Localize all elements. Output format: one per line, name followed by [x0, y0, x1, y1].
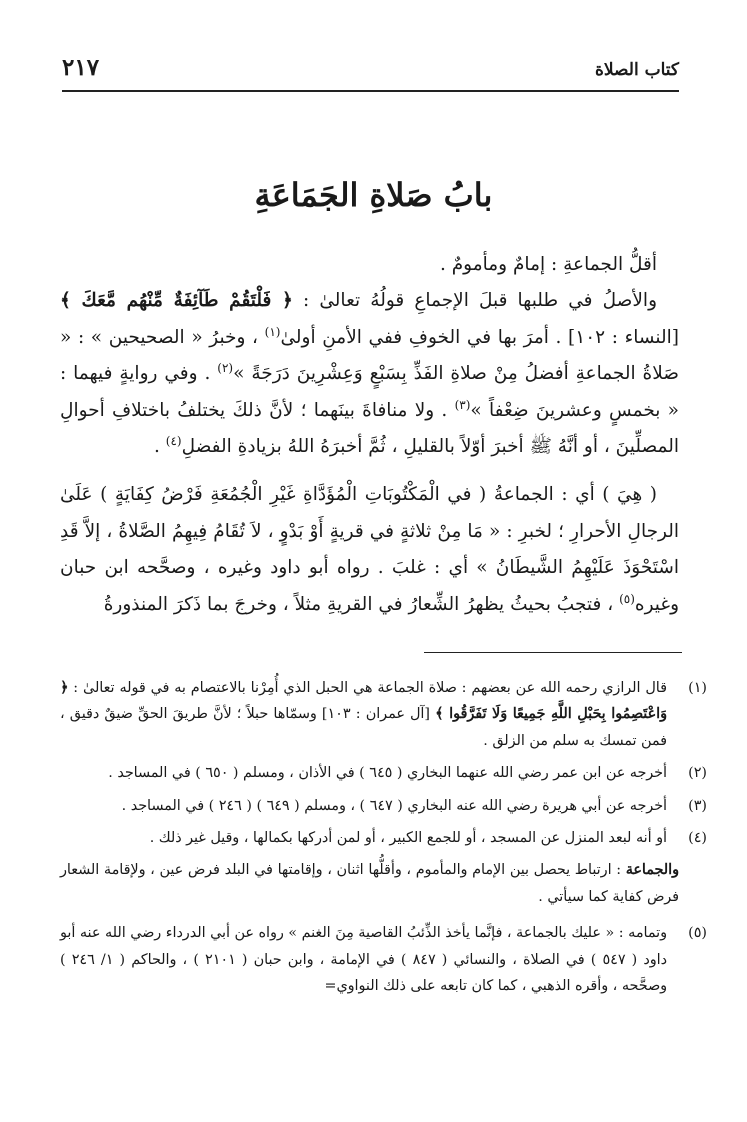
defined-term: والجماعة	[625, 862, 679, 879]
footnote-number: (٣)	[688, 797, 707, 814]
paragraph-2	[60, 283, 679, 465]
running-title: كتاب الصلاة	[594, 60, 679, 80]
footnote-text: قال الرازي رحمه الله عن بعضهم : صلاة الجماعة هي الحبل الذي أُمِرْنا بالاعتصام به في قوله تعالىٰ :	[68, 680, 667, 696]
footnote-ref[interactable]: (٤)	[165, 433, 182, 448]
footnotes	[60, 675, 707, 1005]
footnote-text: وتمامه : « عليك بالجماعة ، فإنَّما يأخذ الذِّئبُ القاصية مِنَ الغنم » رواه عن أبي الدرداء رضي الله عنه أبو داود ( ٥٤٧ ) في الصلاة ، والنسائي ( ٨٤٧ ) في الإمامة ، وابن حبان ( ٢١٠١ ) ، والحاكم ( ١/ ٢٤٦ ) وصحَّحه ، وأقره الذهبي ، كما كان تابعه على ذلك النواوي=	[60, 925, 667, 995]
paragraph-text: . وفي روايةٍ فيهما : « بخمسٍ وعشرينَ ضِعْفاً »	[60, 363, 679, 421]
footnote-text: أخرجه عن ابن عمر رضي الله عنهما البخاري ( ٦٤٥ ) في الأذان ، ومسلم ( ٦٥٠ ) في المساجد .	[108, 765, 667, 782]
paragraph-text: . ولا منافاةَ بينَهما ؛ لأنَّ ذلكَ يختلفُ باختلافِ أحوالِ المصلِّينَ ، أو أنَّهُ ﷺ أخبرَ أوّلاً بالقليلِ ، ثُمَّ أخبرَهُ اللهُ بزيادةِ الفضلِ	[60, 399, 679, 458]
footnote-number: (٤)	[688, 830, 707, 847]
paragraph-text: [النساء : ١٠٢] . أمرَ بها في الخوفِ ففي الأمنِ أولىٰ	[280, 326, 679, 348]
footnote-ref[interactable]: (٣)	[454, 397, 471, 412]
paragraph-text: ( هِيَ ) أي : الجماعةُ ( في الْمَكْتُوبَاتِ الْمُؤَدَّاةِ غَيْرِ الْجُمُعَةِ فَرْضُ كِفَايَةٍ ) عَلَىٰ الرجالِ الأحرارِ ؛ لخبرِ : « مَا مِنْ ثلاثةٍ في قريةٍ أَوْ بَدْوٍ ، لاَ تُقَامُ فِيهِمُ الصَّلاةُ ، إلاَّ قَدِ اسْتَحْوَذَ عَلَيْهِمُ الشَّيطَانُ » أي : غلبَ . رواه أبو داود وغيره ، وصحَّحه ابن حبان وغيره	[60, 484, 679, 615]
footnote-3	[60, 793, 707, 819]
paragraph-text: والأصلُ في طلبها قبلَ الإجماعِ قولُهُ تعالىٰ :	[292, 290, 657, 312]
page-header	[62, 50, 679, 92]
footnote-4-continuation	[60, 857, 707, 910]
footnote-ref[interactable]: (٥)	[619, 591, 635, 606]
main-text	[60, 247, 679, 623]
footnote-text: أو أنه لبعد المنزل عن المسجد ، أو للجمع الكبير ، أو لمن أدركها بكمالها ، وقيل غير ذلك .	[149, 830, 667, 847]
footnote-ref[interactable]: (٢)	[217, 361, 234, 376]
paragraph-text: أقلُّ الجماعةِ : إمامٌ ومأمومٌ .	[439, 254, 657, 275]
footnote-number: (٢)	[688, 765, 707, 782]
paragraph-text: ، وخبرُ « الصحيحين » : « صَلاةُ الجماعةِ أفضلُ مِنْ صلاةِ الفَذِّ بِسَبْعٍ وَعِشْرِينَ دَرَجَةً »	[60, 326, 680, 385]
quran-verse: ﴿ فَلْتَقُمْ طَآئِفَةٌ مِّنْهُم مَّعَكَ ﴾	[60, 290, 293, 312]
chapter-title: بابُ صَلاةِ الجَمَاعَةِ	[254, 176, 493, 214]
page-number: ٢١٧	[62, 54, 100, 81]
footnote-4	[60, 825, 707, 851]
quran-verse: ﴿ وَاعْتَصِمُوا بِحَبْلِ اللَّهِ جَمِيعًا وَلَا تَفَرَّقُوا ﴾	[60, 680, 668, 723]
footnote-text: : ارتباط يحصل بين الإمام والمأموم ، وأقلُّها اثنان ، وإقامتها في البلد فرض عين ، ولإقامة الشعار فرض كفاية كما سيأتي .	[60, 862, 679, 905]
paragraph-3	[60, 477, 679, 623]
footnote-2	[60, 760, 707, 786]
footnote-1	[60, 675, 707, 754]
footnote-ref[interactable]: (١)	[264, 324, 281, 339]
footnote-5	[60, 920, 707, 999]
footnote-separator	[424, 652, 682, 653]
footnote-number: (١)	[688, 680, 707, 696]
footnote-text: [آل عمران : ١٠٣] وسمّاها حبلاً ؛ لأنَّ طريقَ الحقِّ ضيقٌ دقيق ، فمن تمسك به سلم من الزلق .	[60, 706, 667, 749]
paragraph-text: .	[153, 436, 166, 458]
paragraph-1	[60, 247, 679, 283]
paragraph-text: ، فتجبُ بحيثُ يظهرُ الشِّعارُ في القريةِ مثلاً ، وخرجَ بما ذَكرَ المنذورةُ	[103, 593, 620, 615]
footnote-number: (٥)	[688, 925, 707, 942]
footnote-text: أخرجه عن أبي هريرة رضي الله عنه البخاري ( ٦٤٧ ) ، ومسلم ( ٦٤٩ ) ( ٢٤٦ ) في المساجد .	[121, 797, 667, 814]
